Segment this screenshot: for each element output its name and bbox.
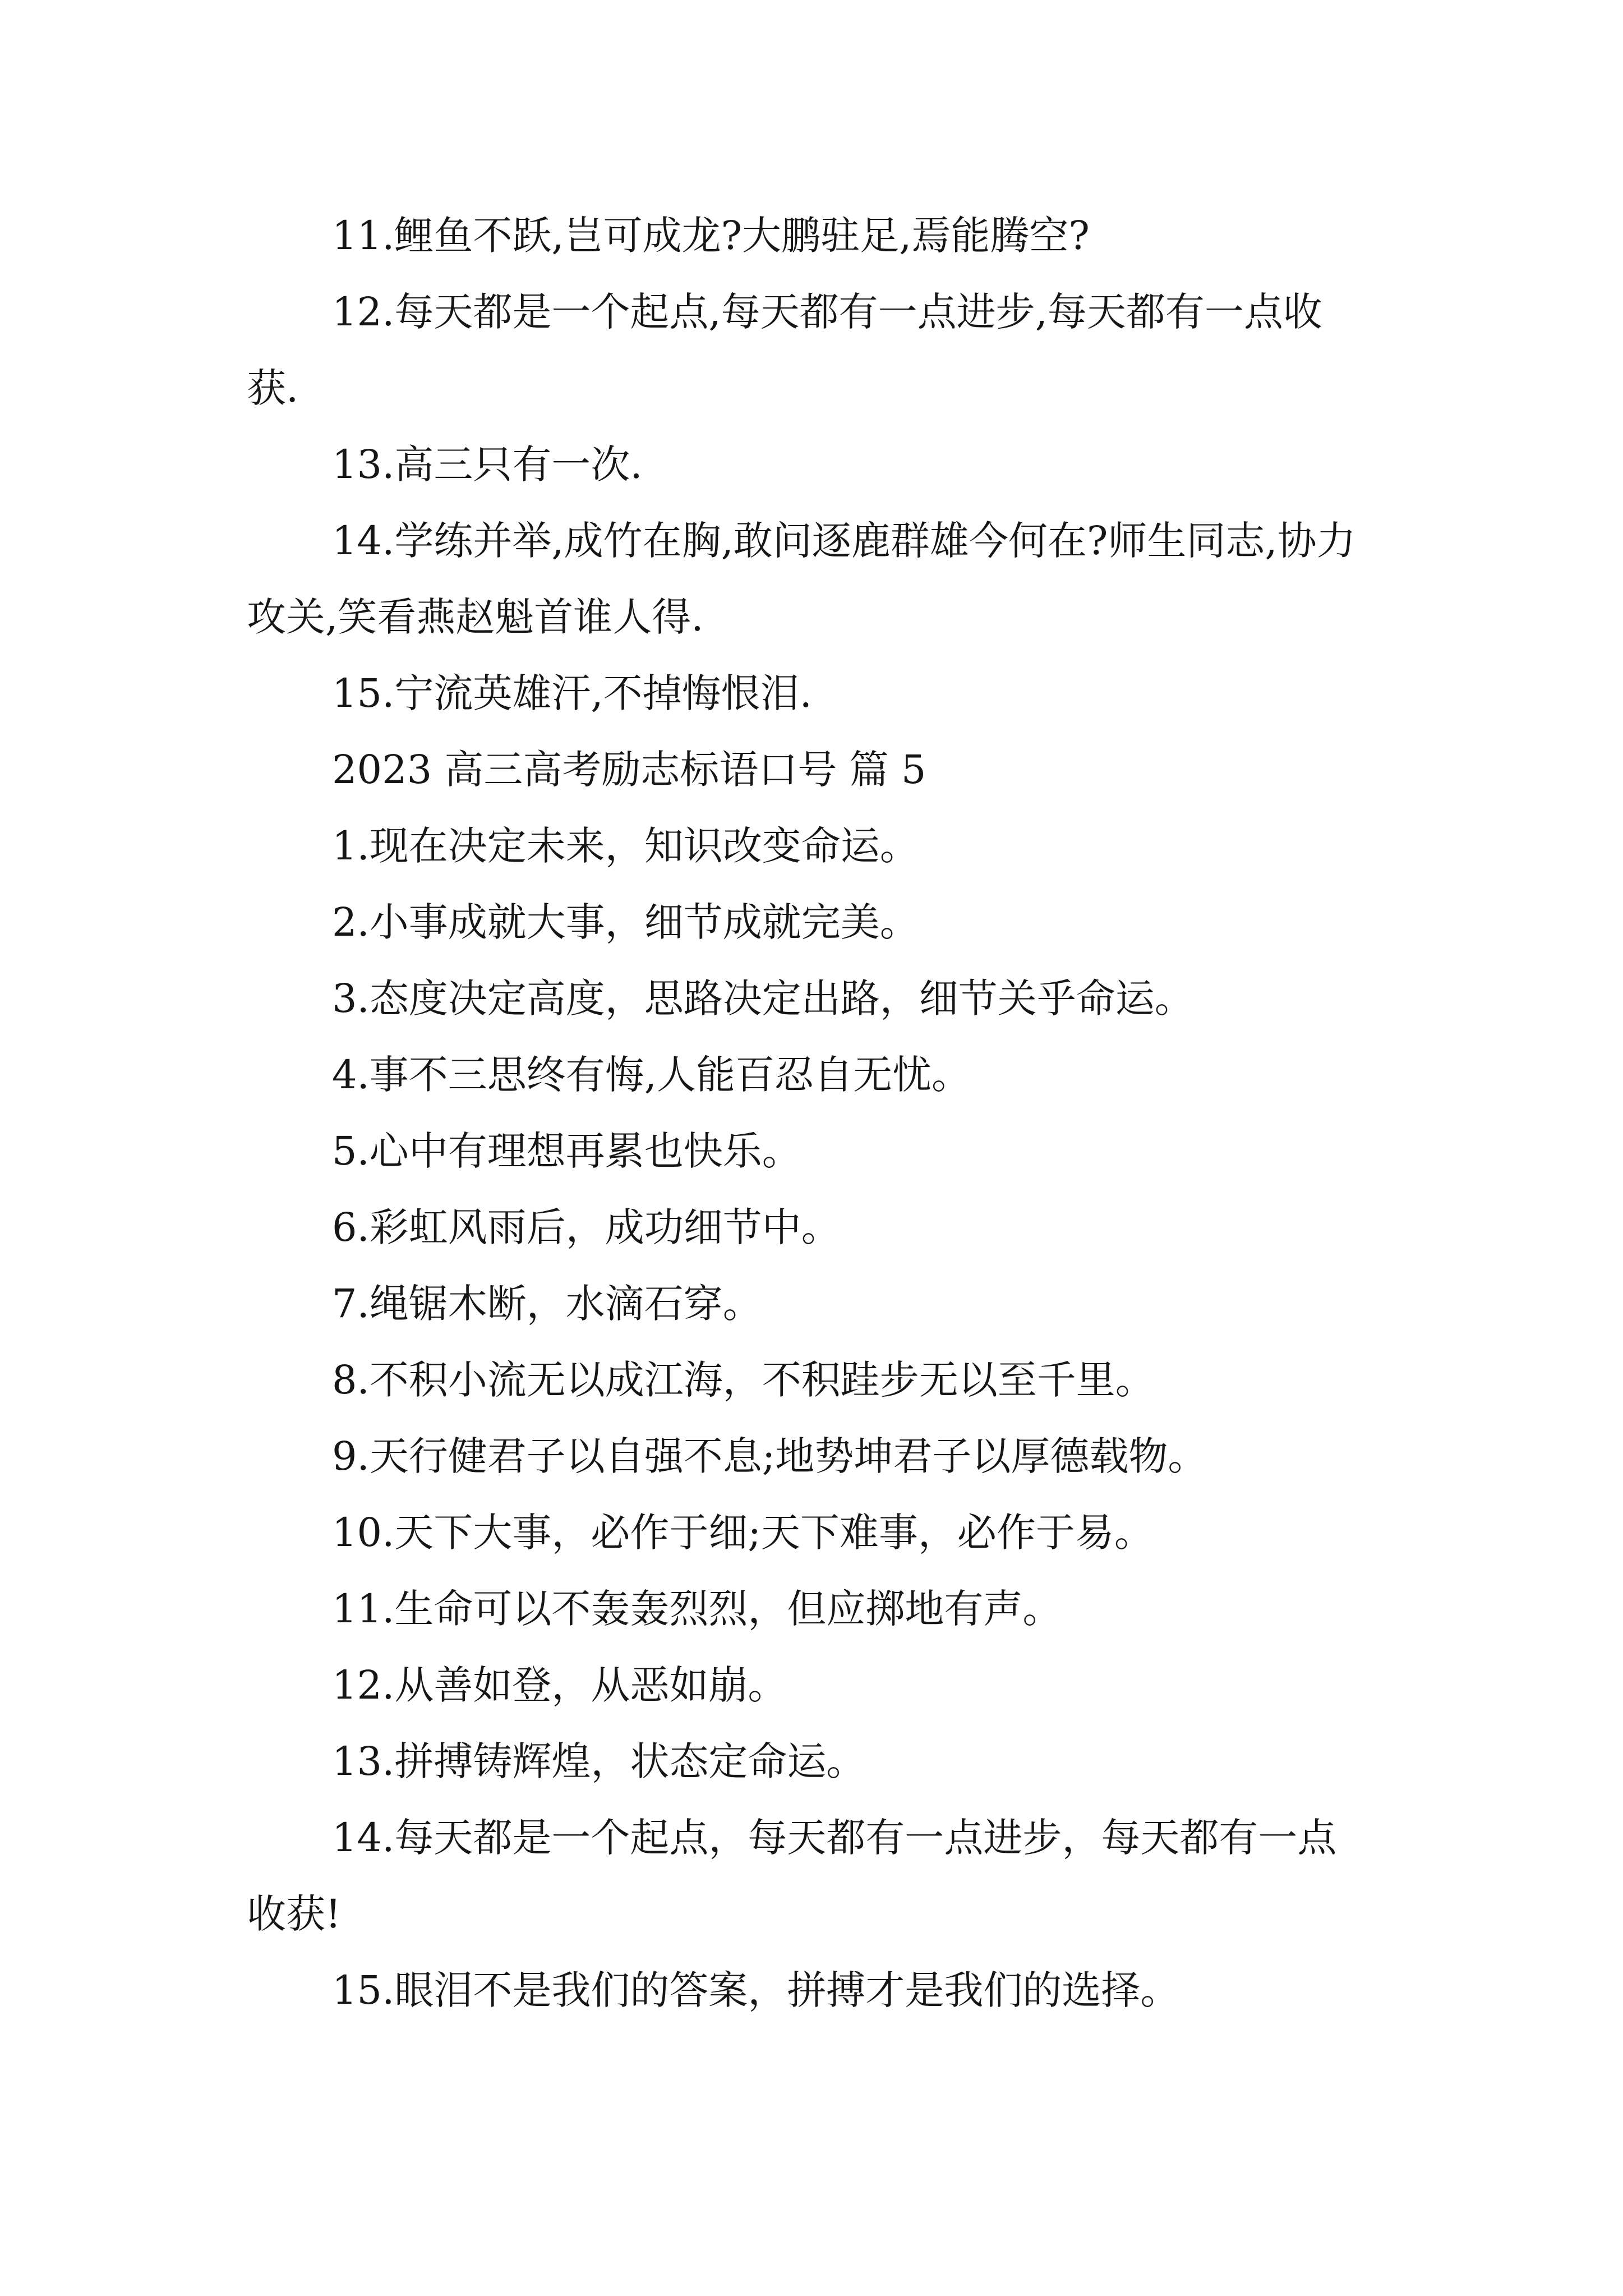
paragraph-slogan-10: 10.天下大事，必作于细;天下难事，必作于易。 (332, 1510, 1154, 1556)
paragraph-slogan-15: 15.宁流英雄汗,不掉悔恨泪. (332, 670, 812, 716)
paragraph-slogan-12b: 12.从善如登，从恶如崩。 (332, 1662, 787, 1708)
paragraph-slogan-2: 2.小事成就大事，细节成就完美。 (332, 899, 919, 945)
paragraph-slogan-13: 13.高三只有一次. (332, 441, 643, 487)
paragraph-slogan-7: 7.绳锯木断，水滴石穿。 (332, 1281, 762, 1327)
paragraph-slogan-15b: 15.眼泪不是我们的答案，拼搏才是我们的选择。 (332, 1967, 1180, 2013)
paragraph-slogan-13b: 13.拼搏铸辉煌，状态定命运。 (332, 1738, 866, 1784)
paragraph-slogan-3: 3.态度决定高度，思路决定出路，细节关乎命运。 (332, 976, 1194, 1022)
paragraph-slogan-14: 14.学练并举,成竹在胸,敢问逐鹿群雄今何在?师生同志,协力攻关,笑看燕赵魁首谁人得. (247, 518, 1356, 640)
paragraph-slogan-4: 4.事不三思终有悔,人能百忍自无忧。 (332, 1052, 971, 1098)
paragraph-slogan-9: 9.天行健君子以自强不息;地势坤君子以厚德载物。 (332, 1433, 1207, 1479)
paragraph-slogan-6: 6.彩虹风雨后，成功细节中。 (332, 1204, 841, 1250)
section-heading: 2023 高三高考励志标语口号 篇 5 (332, 747, 926, 793)
paragraph-slogan-8: 8.不积小流无以成江海，不积跬步无以至千里。 (332, 1357, 1155, 1403)
document-body (247, 197, 1374, 2028)
paragraph-slogan-14b: 14.每天都是一个起点，每天都有一点进步，每天都有一点收获! (247, 1815, 1337, 1937)
paragraph-slogan-11b: 11.生命可以不轰轰烈烈，但应掷地有声。 (332, 1586, 1062, 1632)
paragraph-slogan-11: 11.鲤鱼不跃,岂可成龙?大鹏驻足,焉能腾空? (332, 213, 1090, 259)
paragraph-slogan-1: 1.现在决定未来，知识改变命运。 (332, 823, 919, 869)
paragraph-slogan-5: 5.心中有理想再累也快乐。 (332, 1128, 801, 1174)
paragraph-slogan-12: 12.每天都是一个起点,每天都有一点进步,每天都有一点收获. (247, 289, 1322, 411)
